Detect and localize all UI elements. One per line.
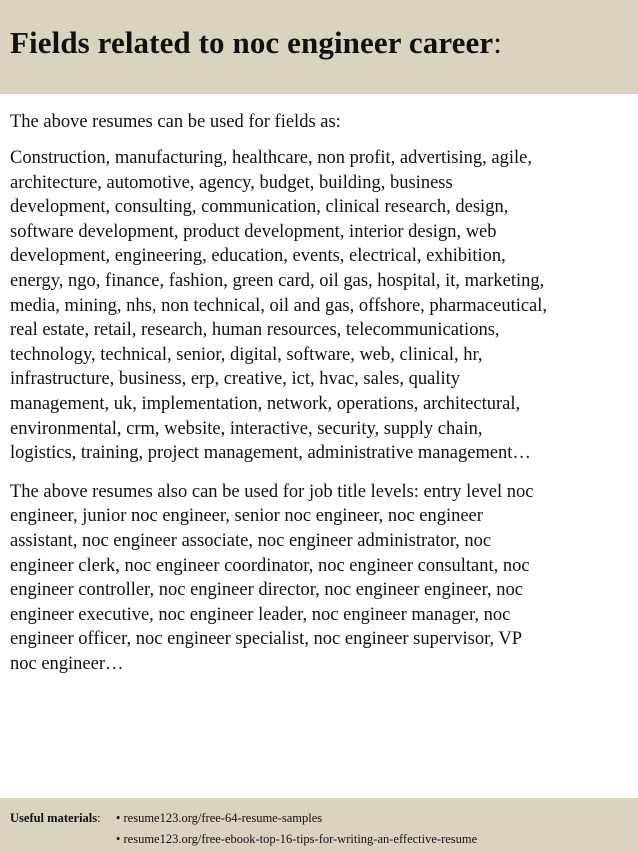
page-title-text: Fields related to noc engineer career xyxy=(10,25,494,60)
useful-materials-label-text: Useful materials xyxy=(10,811,98,825)
job-levels-line: noc engineer… xyxy=(10,653,124,674)
resume-samples-link[interactable]: • resume123.org/free-64-resume-samples xyxy=(116,811,323,825)
fields-line: development, engineering, education, events, electrical, exhibition, xyxy=(10,246,506,267)
resume-ebook-link[interactable]: • resume123.org/free-ebook-top-16-tips-for-writing-an-effective-resume xyxy=(116,832,478,846)
fields-line: management, uk, implementation, network, operations, architectural, xyxy=(10,393,521,414)
job-levels-line: engineer controller, noc engineer director, noc engineer engineer, noc xyxy=(10,580,523,601)
fields-line: media, mining, nhs, non technical, oil and gas, offshore, pharmaceutical, xyxy=(10,295,548,316)
job-levels-line: The above resumes also can be used for job title levels: entry level noc xyxy=(10,481,534,502)
useful-materials-label xyxy=(10,808,116,829)
job-levels-line: engineer, junior noc engineer, senior noc engineer, noc engineer xyxy=(10,506,483,527)
intro-text: The above resumes can be used for fields as: xyxy=(10,112,341,132)
useful-materials-label-colon: : xyxy=(97,811,101,825)
footer-bar xyxy=(0,798,638,851)
fields-line: energy, ngo, finance, fashion, green card, oil gas, hospital, it, marketing, xyxy=(10,270,545,291)
main-content xyxy=(10,110,632,690)
job-levels-line: engineer officer, noc engineer specialist, noc engineer supervisor, VP xyxy=(10,629,523,650)
fields-line: technology, technical, senior, digital, software, web, clinical, hr, xyxy=(10,344,483,365)
fields-line: software development, product development, interior design, web xyxy=(10,221,497,242)
page-title-colon: : xyxy=(493,25,502,60)
job-levels-line: engineer clerk, noc engineer coordinator, noc engineer consultant, noc xyxy=(10,555,530,576)
footer-row xyxy=(10,829,638,850)
job-levels-line: engineer executive, noc engineer leader, noc engineer manager, noc xyxy=(10,604,511,625)
fields-paragraph xyxy=(10,146,632,466)
fields-line: real estate, retail, research, human resources, telecommunications, xyxy=(10,320,500,341)
job-levels-line: assistant, noc engineer associate, noc engineer administrator, noc xyxy=(10,530,492,551)
job-levels-paragraph xyxy=(10,480,632,677)
fields-line: architecture, automotive, agency, budget, building, business xyxy=(10,172,453,193)
fields-line: environmental, crm, website, interactive, security, supply chain, xyxy=(10,418,483,439)
footer-row xyxy=(10,808,638,829)
fields-line: infrastructure, business, erp, creative, ict, hvac, sales, quality xyxy=(10,369,461,390)
fields-line: development, consulting, communication, clinical research, design, xyxy=(10,197,509,218)
page-title xyxy=(10,24,638,61)
fields-line: Construction, manufacturing, healthcare, non profit, advertising, agile, xyxy=(10,148,532,168)
fields-line: logistics, training, project management, administrative management… xyxy=(10,443,531,464)
title-bar xyxy=(0,0,638,94)
